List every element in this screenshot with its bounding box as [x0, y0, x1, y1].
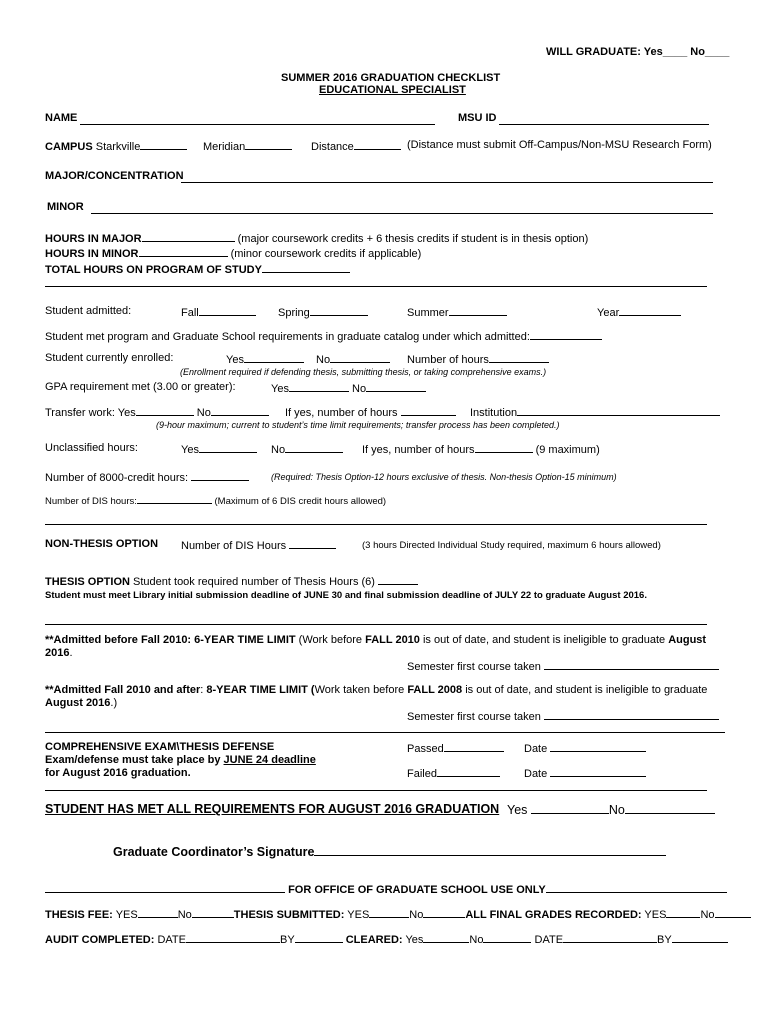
name-label: NAME [45, 112, 78, 124]
exam-date: Date [524, 743, 548, 755]
divider-3 [45, 624, 707, 625]
eight-year-colon: : [200, 684, 207, 696]
nonthesis-dis-label: Number of DIS Hours [181, 540, 287, 552]
hours-major-note: (major coursework credits + 6 thesis credits if student is in thesis option) [237, 233, 589, 245]
credit8000-label: Number of 8000-credit hours: [45, 472, 189, 484]
hours-major-row [45, 231, 588, 245]
credit8000-row [45, 470, 249, 484]
transfer-row [45, 405, 269, 419]
requirements-met-yes: Yes [507, 803, 528, 817]
eight-year-text-2 [45, 697, 117, 709]
six-year-semester-label: Semester first course taken [407, 661, 541, 673]
final-grades-label: ALL FINAL GRADES RECORDED: [465, 909, 642, 921]
audit-date-field[interactable] [186, 932, 280, 943]
unclassified-yes-group [181, 442, 257, 456]
campus-note: (Distance must submit Off-Campus/Non-MSU Research Form) [407, 139, 712, 151]
audit-by-label: BY [279, 934, 295, 946]
transfer-hours-field[interactable] [401, 405, 456, 416]
final-grades-no-field[interactable] [715, 907, 751, 918]
enrolled-hours-field[interactable] [489, 352, 549, 363]
gpa-yes-group [271, 381, 426, 395]
office-row [45, 882, 727, 896]
unclassified-no: No [271, 444, 286, 456]
signature-field[interactable] [314, 843, 666, 856]
unclassified-yes-field[interactable] [199, 442, 257, 453]
admitted-summer-group [407, 305, 507, 319]
transfer-note: (9-hour maximum; current to student’s time limit requirements; transfer process has been completed.) [156, 420, 560, 430]
eight-year-semester-row [407, 709, 719, 723]
exam-label: COMPREHENSIVE EXAM\THESIS DEFENSE [45, 741, 275, 753]
enrolled-no-group [316, 352, 390, 366]
institution-field[interactable] [517, 405, 720, 416]
nonthesis-dis-group [181, 538, 336, 552]
campus-distance-group [311, 139, 401, 153]
unclassified-if-yes: If yes, number of hours [362, 444, 475, 456]
thesis-label: THESIS OPTION [45, 576, 130, 588]
campus-meridian-group [203, 139, 292, 153]
divider-5 [45, 790, 707, 791]
hours-minor-field[interactable] [139, 246, 228, 257]
msu-id-field[interactable] [499, 124, 709, 125]
six-year-mid1: (Work before [295, 634, 366, 646]
exam-failed-field[interactable] [437, 766, 500, 777]
six-year-text-2 [45, 647, 73, 659]
name-field[interactable] [80, 124, 435, 125]
six-year-fall: FALL 2010 [365, 634, 420, 646]
transfer-hours-group [285, 405, 456, 419]
meridian-field[interactable] [245, 139, 292, 150]
exam-line2 [45, 754, 316, 766]
distance-field[interactable] [354, 139, 401, 150]
six-year-2016: 2016 [45, 647, 70, 659]
office-label: FOR OFFICE OF GRADUATE SCHOOL USE ONLY [288, 884, 546, 896]
audit-by-field[interactable] [295, 932, 343, 943]
hours-minor-note: (minor coursework credits if applicable) [230, 248, 422, 260]
enrolled-label: Student currently enrolled: [45, 352, 174, 364]
admitted-fall-field[interactable] [199, 305, 256, 316]
exam-date-field[interactable] [550, 741, 646, 752]
thesis-fee-row [45, 907, 751, 921]
enrolled-no: No [316, 354, 331, 366]
six-year-semester-row [407, 659, 719, 673]
transfer-yes-field[interactable] [136, 405, 194, 416]
minor-label: MINOR [47, 201, 84, 213]
thesis-submitted-no-field[interactable] [423, 907, 465, 918]
unclassified-no-field[interactable] [285, 442, 343, 453]
thesis-fee-label: THESIS FEE: [45, 909, 113, 921]
exam-passed: Passed [407, 743, 444, 755]
transfer-no: No [196, 407, 211, 419]
eight-year-text [45, 684, 707, 696]
exam-failed: Failed [407, 768, 437, 780]
campus-row [45, 139, 187, 153]
unclassified-yes: Yes [181, 444, 199, 456]
campus-starkville: Starkville [95, 141, 141, 153]
enrolled-yes-group [226, 352, 304, 366]
six-year-end: . [69, 647, 73, 659]
thesis-fee-yes: YES [115, 909, 138, 921]
dis-note: (Maximum of 6 DIS credit hours allowed) [214, 496, 387, 507]
major-label: MAJOR/CONCENTRATION [45, 170, 184, 182]
exam-line3: for August 2016 graduation. [45, 767, 191, 779]
office-left-rule [45, 882, 285, 893]
hours-minor-row [45, 246, 421, 260]
campus-meridian: Meridian [203, 141, 246, 153]
campus-distance: Distance [311, 141, 354, 153]
unclassified-label: Unclassified hours: [45, 442, 138, 454]
form-title: SUMMER 2016 GRADUATION CHECKLIST [281, 72, 501, 84]
six-year-mid2: is out of date, and student is ineligible to graduate [419, 634, 669, 646]
institution-group [470, 405, 720, 419]
transfer-no-field[interactable] [211, 405, 269, 416]
thesis-deadline: Student must meet Library initial submission deadline of JUNE 30 and final submission deadline of JULY 22 to graduate August 2016. [45, 590, 647, 601]
gpa-no: No [352, 383, 367, 395]
cleared-no: No [469, 934, 484, 946]
exam-date-group [524, 741, 646, 755]
eight-year-fall: FALL 2008 [407, 684, 463, 696]
eight-year-bold2: 8-YEAR TIME LIMIT ( [206, 684, 315, 696]
signature-row [113, 843, 666, 859]
audit-row [45, 932, 728, 946]
admitted-fall-group [181, 305, 256, 319]
exam-failed-group [407, 766, 500, 780]
cleared-date-label: DATE [534, 934, 564, 946]
enrolled-no-field[interactable] [330, 352, 390, 363]
hours-minor-label: HOURS IN MINOR [45, 248, 139, 260]
eight-year-semester-field[interactable] [544, 709, 719, 720]
gpa-yes-field[interactable] [289, 381, 349, 392]
enrolled-yes-field[interactable] [244, 352, 304, 363]
gpa-label: GPA requirement met (3.00 or greater): [45, 381, 236, 393]
credit8000-field[interactable] [191, 470, 249, 481]
nonthesis-note: (3 hours Directed Individual Study required, maximum 6 hours allowed) [362, 540, 661, 551]
admitted-year: Year [597, 307, 620, 319]
exam-date2: Date [524, 768, 548, 780]
admitted-spring-group [278, 305, 368, 319]
requirements-row [45, 329, 602, 343]
admitted-year-group [597, 305, 681, 319]
admitted-spring: Spring [278, 307, 310, 319]
transfer-if-yes: If yes, number of hours [285, 407, 398, 419]
unclassified-hours-field[interactable] [475, 442, 533, 453]
campus-label: CAMPUS [45, 141, 93, 153]
admitted-spring-field[interactable] [310, 305, 368, 316]
gpa-no-field[interactable] [366, 381, 426, 392]
thesis-text: Student took required number of Thesis Hours (6) [133, 576, 375, 588]
six-year-semester-field[interactable] [544, 659, 719, 670]
unclassified-hours-group [362, 442, 600, 456]
dis-field[interactable] [137, 494, 212, 504]
exam-deadline: JUNE 24 deadline [223, 754, 316, 766]
eight-year-semester-label: Semester first course taken [407, 711, 541, 723]
six-year-bold: **Admitted before Fall 2010: 6-YEAR TIME LIMIT [45, 634, 296, 646]
thesis-submitted-label: THESIS SUBMITTED: [233, 909, 345, 921]
requirements-met-yes-field[interactable] [531, 803, 609, 814]
final-grades-yes: YES [644, 909, 667, 921]
major-field[interactable] [181, 182, 713, 183]
thesis-submitted-yes-field[interactable] [369, 907, 409, 918]
divider-4 [45, 732, 725, 733]
nonthesis-label: NON-THESIS OPTION [45, 538, 159, 550]
nonthesis-dis-field[interactable] [289, 538, 336, 549]
admitted-summer-field[interactable] [449, 305, 507, 316]
hours-major-label: HOURS IN MAJOR [45, 233, 142, 245]
transfer-yes: Yes [117, 407, 136, 419]
audit-date-label: DATE [157, 934, 186, 946]
transfer-label: Transfer work: [45, 407, 115, 419]
cleared-by-label: BY [657, 934, 672, 946]
total-hours-label: TOTAL HOURS ON PROGRAM OF STUDY [45, 264, 262, 276]
signature-label: Graduate Coordinator’s Signature [113, 845, 315, 859]
requirements-met-no: No [608, 803, 625, 817]
msu-id-label: MSU ID [458, 112, 497, 124]
exam-passed-group [407, 741, 504, 755]
enrollment-note: (Enrollment required if defending thesis, submitting thesis, or taking comprehensive exams.) [180, 367, 547, 377]
six-year-aug: August [668, 634, 707, 646]
unclassified-no-group [271, 442, 343, 456]
enrolled-yes: Yes [226, 354, 244, 366]
exam-passed-field[interactable] [444, 741, 504, 752]
cleared-label: CLEARED: [345, 934, 403, 946]
credit8000-note: (Required: Thesis Option-12 hours exclusive of thesis. Non-thesis Option-15 minimum) [271, 472, 617, 482]
exam-line2-prefix: Exam/defense must take place by [45, 754, 224, 766]
dis-row [45, 494, 386, 507]
requirements-met-no-field[interactable] [625, 803, 715, 814]
cleared-yes-field[interactable] [423, 932, 469, 943]
admitted-label: Student admitted: [45, 305, 132, 317]
eight-year-bold1: **Admitted Fall 2010 and after [45, 684, 201, 696]
thesis-fee-no-field[interactable] [192, 907, 234, 918]
thesis-row [45, 574, 418, 588]
institution-label: Institution [470, 407, 518, 419]
office-right-rule [546, 882, 727, 893]
eight-year-end: .) [110, 697, 118, 709]
total-hours-field[interactable] [262, 262, 350, 273]
cleared-yes: Yes [405, 934, 424, 946]
requirements-met-yes-no [507, 803, 715, 817]
thesis-fee-yes-field[interactable] [138, 907, 178, 918]
minor-field[interactable] [91, 213, 713, 214]
admitted-fall: Fall [181, 307, 199, 319]
admitted-summer: Summer [407, 307, 449, 319]
enrolled-hours-label: Number of hours [407, 354, 489, 366]
dis-label: Number of DIS hours: [45, 496, 137, 507]
hours-major-field[interactable] [142, 231, 235, 242]
final-grades-no: No [700, 909, 715, 921]
cleared-no-field[interactable] [483, 932, 531, 943]
form-subtitle: EDUCATIONAL SPECIALIST [319, 84, 466, 96]
audit-completed-label: AUDIT COMPLETED: [45, 934, 155, 946]
divider-1 [45, 286, 707, 287]
eight-year-mid1: Work taken before [314, 684, 408, 696]
admitted-year-field[interactable] [619, 305, 681, 316]
exam-date2-field[interactable] [550, 766, 646, 777]
thesis-hours-field[interactable] [378, 574, 418, 585]
requirements-field[interactable] [530, 329, 602, 340]
thesis-fee-no: No [177, 909, 192, 921]
unclassified-max: (9 maximum) [535, 444, 600, 456]
starkville-field[interactable] [140, 139, 187, 150]
will-graduate-line: WILL GRADUATE: Yes____ No____ [546, 46, 730, 58]
enrolled-hours-group [407, 352, 549, 366]
eight-year-mid2: is out of date, and student is ineligible to graduate [462, 684, 708, 696]
divider-2 [45, 524, 707, 525]
thesis-submitted-yes: YES [347, 909, 370, 921]
final-grades-yes-field[interactable] [666, 907, 700, 918]
exam-date2-group [524, 766, 646, 780]
requirements-met-label: STUDENT HAS MET ALL REQUIREMENTS FOR AUGUST 2016 GRADUATION [45, 802, 500, 816]
eight-year-aug: August 2016 [45, 697, 111, 709]
total-hours-row [45, 262, 350, 276]
requirements-text: Student met program and Graduate School requirements in graduate catalog under which admitted: [45, 331, 530, 343]
cleared-by-field[interactable] [672, 932, 728, 943]
cleared-date-field[interactable] [563, 932, 657, 943]
six-year-text [45, 634, 706, 646]
thesis-submitted-no: No [409, 909, 424, 921]
gpa-yes: Yes [271, 383, 289, 395]
